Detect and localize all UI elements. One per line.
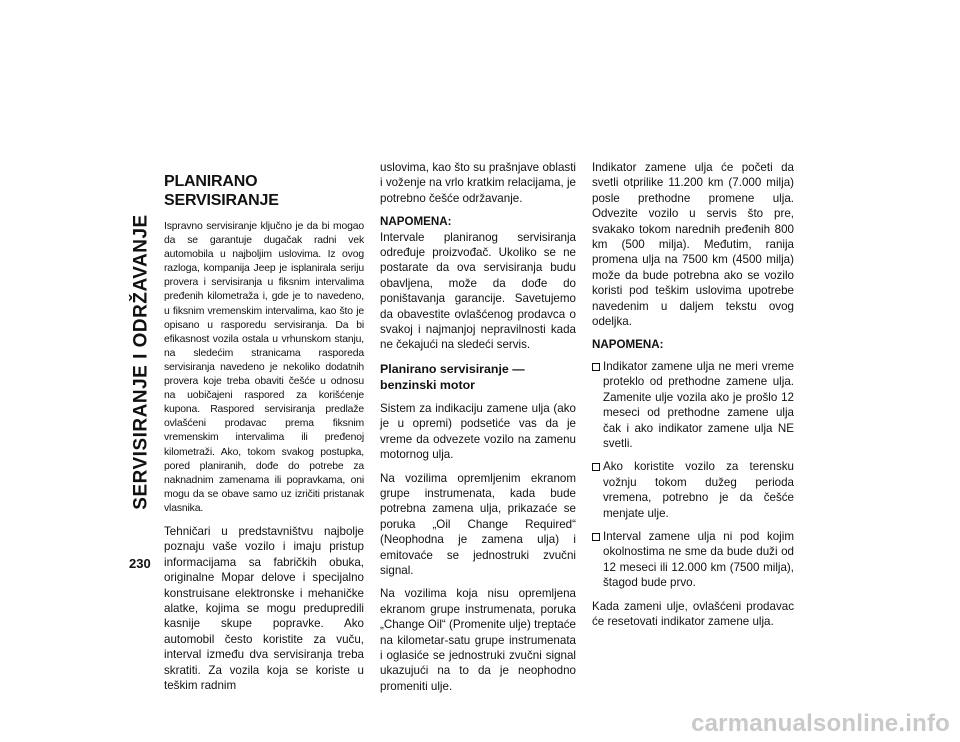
no-display-paragraph: Na vozilima koja nisu opremljena ekranom grupe instrumenata, poruka „Change Oil“ (Promenite ulje) treptaće na kilometar-satu grupe instrumenata i oglasiće se jednostruki zvučni signal ukazujući na to da je neophodno promeniti ulje. xyxy=(380,587,576,693)
page-title: PLANIRANO SERVISIRANJE xyxy=(164,173,279,209)
reset-indicator-paragraph: Kada zameni ulje, ovlašćeni prodavac će resetovati indikator zamene ulja. xyxy=(592,599,794,628)
checkbox-bullet-icon xyxy=(592,363,600,371)
oil-indicator-paragraph: Sistem za indikaciju zamene ulja (ako je u opremi) podsetiće vas da je vreme da odvezete vozilo na zamenu motornog ulja. xyxy=(380,401,576,462)
severe-conditions-paragraph: uslovima, kao što su prašnjave oblasti i voženje na vrlo kratkim relacijama, je potrebno češće održavanje. xyxy=(380,161,576,205)
list-item: Ako koristite vozilo za terensku vožnju tokom dužeg perioda vremena, potrebno je da češće menjate ulje. xyxy=(592,459,794,521)
page-number: 230 xyxy=(129,556,151,571)
section-heading: Planirano servisiranje — benzinski motor xyxy=(380,361,525,392)
checkbox-bullet-icon xyxy=(592,533,600,541)
section-side-tab xyxy=(128,172,156,552)
note-label: NAPOMENA: xyxy=(380,215,452,229)
watermark: carmanualsonline.info xyxy=(691,710,950,737)
indicator-timing-paragraph: Indikator zamene ulja će početi da svetli otprilike 11.200 km (7.000 milja) posle prethodne promene ulja. Odvezite vozilo u servis što pre, svakako tokom narednih pređenih 800 km (500 milja). Međutim, ranija promena ulja na 7500 km (4500 milja) može da bude potrebna ako se vozilo koristi pod teškim uslovima upotrebe navedenim u daljem tekstu ovog odeljka. xyxy=(592,161,794,329)
list-item: Indikator zamene ulja ne meri vreme proteklo od prethodne zamene ulja. Zamenite ulje vozila ako je prošlo 12 meseci od prethodne zamene ulja čak i ako indikator zamene ulja NE svetli. xyxy=(592,359,794,451)
note-label: NAPOMENA: xyxy=(592,338,664,352)
column-2 xyxy=(380,160,576,702)
list-item: Interval zamene ulja ni pod kojim okolnostima ne sme da bude duži od 12 meseci ili 12.000 km (7500 milja), štagod bude prvo. xyxy=(592,529,794,591)
note-block-2 xyxy=(592,337,794,352)
note-block-1 xyxy=(380,214,576,353)
cluster-display-paragraph: Na vozilima opremljenim ekranom grupe instrumenata, kada bude potrebna zamena ulja, prikazaće se poruka „Oil Change Required“ (Neophodna je zamena ulja) i emitovaće se jednostruki zvučni signal. xyxy=(380,471,576,577)
note-text: Intervale planiranog servisiranja određuje proizvođač. Ukoliko se ne postarate da ova servisiranja budu obavljena, može da dođe do poništavanja garancije. Savetujemo da obavestite ovlašćenog prodavca o svakoj i najmanjoj nepravilnosti kada ne čekajući na sledeći servis. xyxy=(380,230,576,352)
note-bullet-list xyxy=(592,359,794,591)
column-3 xyxy=(592,160,794,637)
intro-paragraph: Ispravno servisiranje ključno je da bi mogao da se garantuje dugačak radni vek automobila u najboljim uslovima. Iz ovog razloga, kompanija Jeep je isplanirala seriju provera i servisiranja u fiksnim intervalima pređenih kilometraža i, gde je to navedeno, u fiksnim vremenskim intervalima, kao što je opisano u rasporedu servisiranja. Da bi efikasnost vozila ostala u vrhunskom stanju, na sledećim stranicama rasporeda servisiranja navedeno je nekoliko dodatnih provera koje treba obaviti češće u odnosu na uobičajeni raspored za korišćenje kupona. Raspored servisiranja predlaže ovlašćeni prodavac prema fiksnim vremenskim intervalima ili pređenoj kilometraži. Ako, tokom svakog postupka, pored planiranih, dođe do potrebe za naknadnim zamenama ili popravkama, oni mogu da se obave samo uz izričiti pristanak vlasnika. xyxy=(164,221,364,514)
checkbox-bullet-icon xyxy=(592,463,600,471)
column-1 xyxy=(164,172,364,701)
technicians-paragraph: Tehničari u predstavništvu najbolje poznaju vaše vozilo i imaju pristup informacijama sa fabričkih obuka, originalne Mopar delove i specijalno konstruisane elektronske i mehaničke alatke, kojima se mogu predupredili kasnije skupe popravke. Ako automobil često koristite za vuču, interval između dva servisiranja treba skratiti. Za vozila koja se koriste u teškim radnim xyxy=(164,524,364,693)
section-side-tab-label: SERVISIRANJE I ODRŽAVANJE xyxy=(131,214,153,510)
